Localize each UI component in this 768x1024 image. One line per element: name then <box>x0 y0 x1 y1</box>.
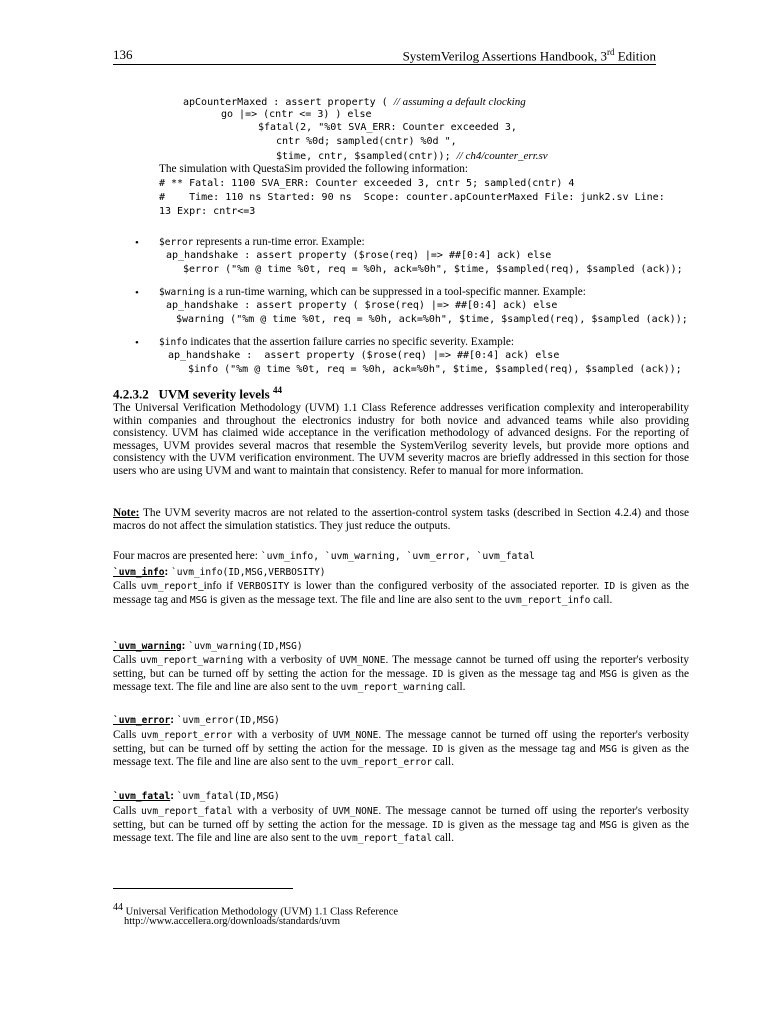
bullet-text: $warning is a run-time warning, which can be suppressed in a tool-specific manner. Example: <box>159 286 586 298</box>
bullet-dot: • <box>135 337 139 349</box>
four-macros-line: Four macros are presented here: `uvm_info, `uvm_warning, `uvm_error, `uvm_fatal <box>113 550 535 562</box>
code-line: ap_handshake : assert property ($rose(req) |=> ##[0:4] ack) else <box>166 250 552 261</box>
running-header <box>113 44 656 65</box>
code-line: $warning ("%m @ time %0t, req = %0h, ack=%0h", $time, $sampled(req), $sampled (ack)); <box>176 314 688 325</box>
bullet-dot: • <box>135 237 139 249</box>
bullet-text: $error represents a run-time error. Example: <box>159 236 365 248</box>
running-title: SystemVerilog Assertions Handbook, 3rd Edition <box>402 47 656 64</box>
code-line: $info ("%m @ time %0t, req = %0h, ack=%0h", $time, $sampled(req), $sampled (ack)); <box>188 364 682 375</box>
uvm-error-title: `uvm_error: `uvm_error(ID,MSG) <box>113 714 280 726</box>
code-line: cntr %0d; sampled(cntr) %0d ", <box>276 136 457 147</box>
uvm-fatal-title: `uvm_fatal: `uvm_fatal(ID,MSG) <box>113 790 280 802</box>
uvm-info-title: `uvm_info: `uvm_info(ID,MSG,VERBOSITY) <box>113 566 326 578</box>
code-line: ap_handshake : assert property ($rose(req) |=> ##[0:4] ack) else <box>168 350 560 361</box>
code-line: go |=> (cntr <= 3) ) else <box>221 109 372 120</box>
sim-output-line: # ** Fatal: 1100 SVA_ERR: Counter exceeded 3, cntr 5; sampled(cntr) 4 <box>159 178 575 189</box>
sim-description: The simulation with QuestaSim provided the following information: <box>159 163 469 175</box>
footnote-url[interactable]: http://www.accellera.org/downloads/standards/uvm <box>124 916 341 927</box>
code-line: apCounterMaxed : assert property ( // assuming a default clocking <box>183 96 526 108</box>
code-line: $error ("%m @ time %0t, req = %0h, ack=%0h", $time, $sampled(req), $sampled (ack)); <box>183 264 683 275</box>
note-paragraph: Note: The UVM severity macros are not related to the assertion-control system tasks (described in Section 4.2.4) and those macros do not affect the simulation statistics. They just reduce the outputs. <box>113 507 689 532</box>
uvm-error-description: Calls uvm_report_error with a verbosity of UVM_NONE. The message cannot be turned off using the reporter's verbosity setting, but can be turned off by setting the action for the message. ID is given as the message tag and MSG is given as the message text. The file and line are also sent to the uvm_report_error call. <box>113 729 689 769</box>
code-line: $time, cntr, $sampled(cntr)); // ch4/counter_err.sv <box>276 150 548 162</box>
footnote-rule <box>113 888 293 889</box>
code-line: $fatal(2, "%0t SVA_ERR: Counter exceeded 3, <box>258 122 517 133</box>
page-number: 136 <box>113 47 133 62</box>
bullet-dot: • <box>135 287 139 299</box>
sim-output-line: 13 Expr: cntr<=3 <box>159 206 256 217</box>
section-heading: 4.2.3.2 UVM severity levels $^{44}$ <box>113 385 282 402</box>
uvm-warning-title: `uvm_warning: `uvm_warning(ID,MSG) <box>113 640 303 652</box>
footnote: $^{44}$ Universal Verification Methodology (UVM) 1.1 Class Reference <box>113 902 399 918</box>
code-line: ap_handshake : assert property ( $rose(req) |=> ##[0:4] ack) else <box>166 300 558 311</box>
bullet-text: $info indicates that the assertion failure carries no specific severity. Example: <box>159 336 515 348</box>
uvm-info-description: Calls uvm_report_info if VERBOSITY is lower than the configured verbosity of the associated reporter. ID is given as the message tag and MSG is given as the message text. The file and line are also sent to the uvm_report_info call. <box>113 580 690 606</box>
uvm-warning-description: Calls uvm_report_warning with a verbosity of UVM_NONE. The message cannot be turned off using the reporter's verbosity setting, but can be turned off by setting the action for the message. ID is given as the message tag and MSG is given as the message text. The file and line are also sent to the uvm_report_warning call. <box>113 654 689 694</box>
uvm-fatal-description: Calls uvm_report_fatal with a verbosity of UVM_NONE. The message cannot be turned off using the reporter's verbosity setting, but can be turned off by setting the action for the message. ID is given as the message tag and MSG is given as the message text. The file and line are also sent to the uvm_report_fatal call. <box>113 805 689 845</box>
sim-output-line: # Time: 110 ns Started: 90 ns Scope: counter.apCounterMaxed File: junk2.sv Line: <box>159 192 665 203</box>
intro-paragraph: The Universal Verification Methodology (UVM) 1.1 Class Reference addresses verification complexity and interoperability within companies and throughout the electronics industry for both novice and advanced teams while also providing consistency. UVM has claimed wide acceptance in the verification methodology of advanced designs. For the reporting of messages, UVM provides several macros that resemble the SystemVerilog severity levels, but provide more options and consistency with the UVM verification environment. The UVM severity macros are briefly addressed in this section for those users who are using UVM and want to maintain that consistency. Refer to manual for more information. <box>113 402 689 477</box>
